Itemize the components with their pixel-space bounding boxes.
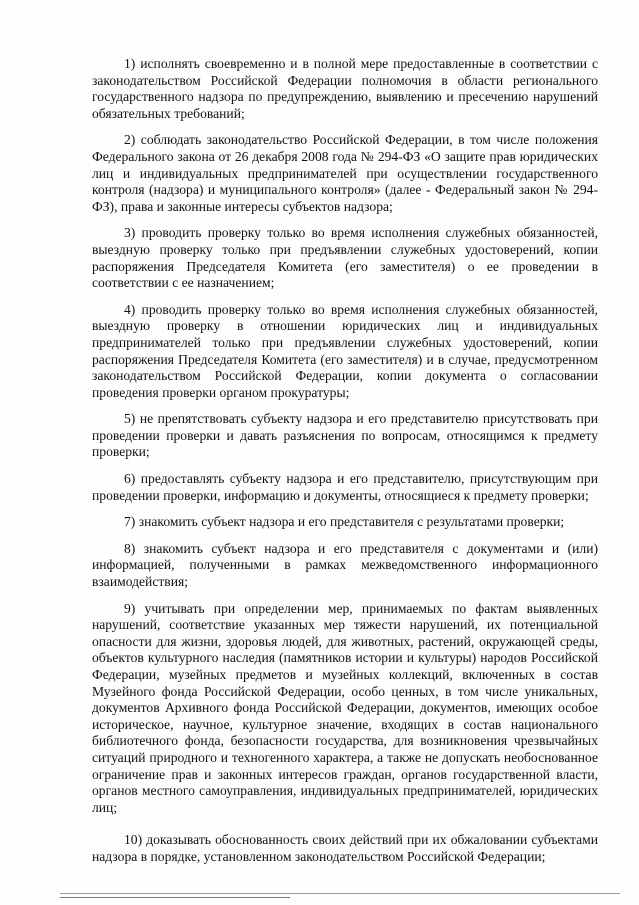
page-bottom-rule <box>60 893 620 894</box>
paragraph-4: 4) проводить проверку только во время исполнения служебных обязанностей, выездную проверку в отношении юридических лиц и индивидуальных предпринимателей только при предъявлении служебных удостоверений, копии распоряжения Председателя Комитета (его заместителя) и в случае, предусмотренном законодательством Российской Федерации, копии документа о согласовании проведения проверки органом прокуратуры; <box>92 301 598 400</box>
paragraph-2: 2) соблюдать законодательство Российской Федерации, в том числе положения Федерального закона от 26 декабря 2008 года № 294-ФЗ «О защите прав юридических лиц и индивидуальных предпринимателей при осуществлении государственного контроля (надзора) и муниципального контроля» (далее - Федеральный закон № 294-ФЗ), права и законные интересы субъектов надзора; <box>92 132 598 214</box>
paragraph-8: 8) знакомить субъект надзора и его представителя с документами и (или) информацией, полученными в рамках межведомственного информационного взаимодействия; <box>92 540 598 590</box>
document-body <box>92 56 598 876</box>
paragraph-5: 5) не препятствовать субъекту надзора и его представителю присутствовать при проведении проверки и давать разъяснения по вопросам, относящимся к предмету проверки; <box>92 411 598 460</box>
paragraph-6: 6) предоставлять субъекту надзора и его представителю, присутствующим при проведении проверки, информацию и документы, относящиеся к предмету проверки; <box>92 471 598 503</box>
paragraph-3: 3) проводить проверку только во время исполнения служебных обязанностей, выездную проверку только при предъявлении служебных удостоверений, копии распоряжения Председателя Комитета (его заместителя) о ее проведении в соответствии с ее назначением; <box>92 225 598 291</box>
paragraph-1: 1) исполнять своевременно и в полной мере предоставленные в соответствии с законодательством Российской Федерации полномочия в области регионального государственного надзора по предупреждению, выявлению и пресечению нарушений обязательных требований; <box>92 56 598 121</box>
paragraph-10: 10) доказывать обоснованность своих действий при их обжаловании субъектами надзора в порядке, установленном законодательством Российской Федерации; <box>92 832 598 864</box>
page-bottom-rule-dark <box>60 897 290 898</box>
paragraph-9: 9) учитывать при определении мер, принимаемых по фактам выявленных нарушений, соответствие указанных мер тяжести нарушений, их потенциальной опасности для жизни, здоровья людей, для животных, растений, окружающей среды, объектов культурного наследия (памятников истории и культуры) народов Российской Федерации, музейных предметов и музейных коллекций, включенных в состав Музейного фонда Российской Федерации, особо ценных, в том числе уникальных, документов Архивного фонда Российской Федерации, документов, имеющих особое историческое, научное, культурное значение, входящих в состав национального библиотечного фонда, безопасности государства, для возникновения чрезвычайных ситуаций природного и техногенного характера, а также не допускать необоснованное ограничение прав и законных интересов граждан, органов государственной власти, органов местного самоуправления, индивидуальных предпринимателей, юридических лиц; <box>92 600 598 815</box>
paragraph-7: 7) знакомить субъект надзора и его представителя с результатами проверки; <box>124 514 565 530</box>
